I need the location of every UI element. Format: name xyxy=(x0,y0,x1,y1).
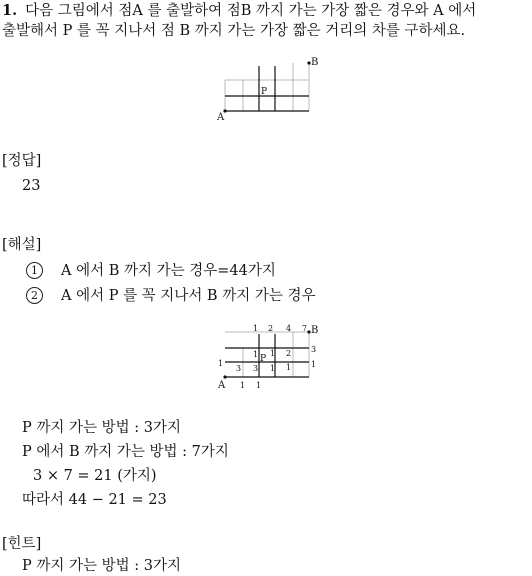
grid-figure-2 xyxy=(0,322,532,392)
count-label: 1 xyxy=(256,381,262,390)
count-label: 3 xyxy=(253,364,259,373)
explanation-step-3: 3 × 7 = 21 (가지) xyxy=(33,468,157,484)
label-b: B xyxy=(311,57,319,68)
count-label: 1 xyxy=(270,349,276,358)
point-a-2 xyxy=(223,375,226,378)
answer-header: [정답] xyxy=(2,153,42,169)
count-label: 1 xyxy=(311,360,317,369)
label-p-2: P xyxy=(260,354,267,364)
count-label: 4 xyxy=(286,324,292,333)
hint-header: [힌트] xyxy=(2,536,42,552)
count-label: 1 xyxy=(240,381,246,390)
label-p: P xyxy=(261,87,268,97)
count-label: 2 xyxy=(286,349,292,358)
count-label: 2 xyxy=(268,324,274,333)
count-label: 1 xyxy=(253,350,259,359)
label-b-2: B xyxy=(311,325,319,336)
count-label: 1 xyxy=(218,359,224,368)
circled-number-2: 2 xyxy=(26,287,43,304)
label-a: A xyxy=(217,112,225,123)
grid-figure-1 xyxy=(0,56,532,126)
explanation-step-2: P 에서 B 까지 가는 방법 : 7가지 xyxy=(22,444,229,460)
circled-number-1: 1 xyxy=(26,262,43,279)
answer-value: 23 xyxy=(22,178,41,194)
explanation-item-2-text: A 에서 P 를 꼭 지나서 B 까지 가는 경우 xyxy=(61,288,316,304)
question-number: 1. xyxy=(2,2,18,19)
question-line-1 xyxy=(2,1,476,21)
count-label: 1 xyxy=(286,363,292,372)
count-label: 3 xyxy=(236,364,242,373)
hint-text: P 까지 가는 방법 : 3가지 xyxy=(22,558,181,574)
explanation-step-4: 따라서 44 − 21 = 23 xyxy=(22,492,167,508)
question-line-2: 출발해서 P 를 꼭 지나서 점 B 까지 가는 가장 짧은 거리의 차를 구하세요. xyxy=(2,23,466,39)
explanation-step-1: P 까지 가는 방법 : 3가지 xyxy=(22,420,181,436)
explanation-item-1 xyxy=(26,261,276,281)
label-a-2: A xyxy=(218,380,226,391)
count-label: 3 xyxy=(311,345,317,354)
count-label: 7 xyxy=(302,324,308,333)
count-label: 1 xyxy=(253,324,259,333)
count-label: 1 xyxy=(270,364,276,373)
question-text-1: 다음 그림에서 점A 를 출발하여 점B 까지 가는 가장 짧은 경우와 A 에서 xyxy=(25,3,477,19)
explanation-header: [해설] xyxy=(2,237,42,253)
explanation-item-1-text: A 에서 B 까지 가는 경우=44가지 xyxy=(61,263,276,279)
explanation-item-2 xyxy=(26,286,315,306)
